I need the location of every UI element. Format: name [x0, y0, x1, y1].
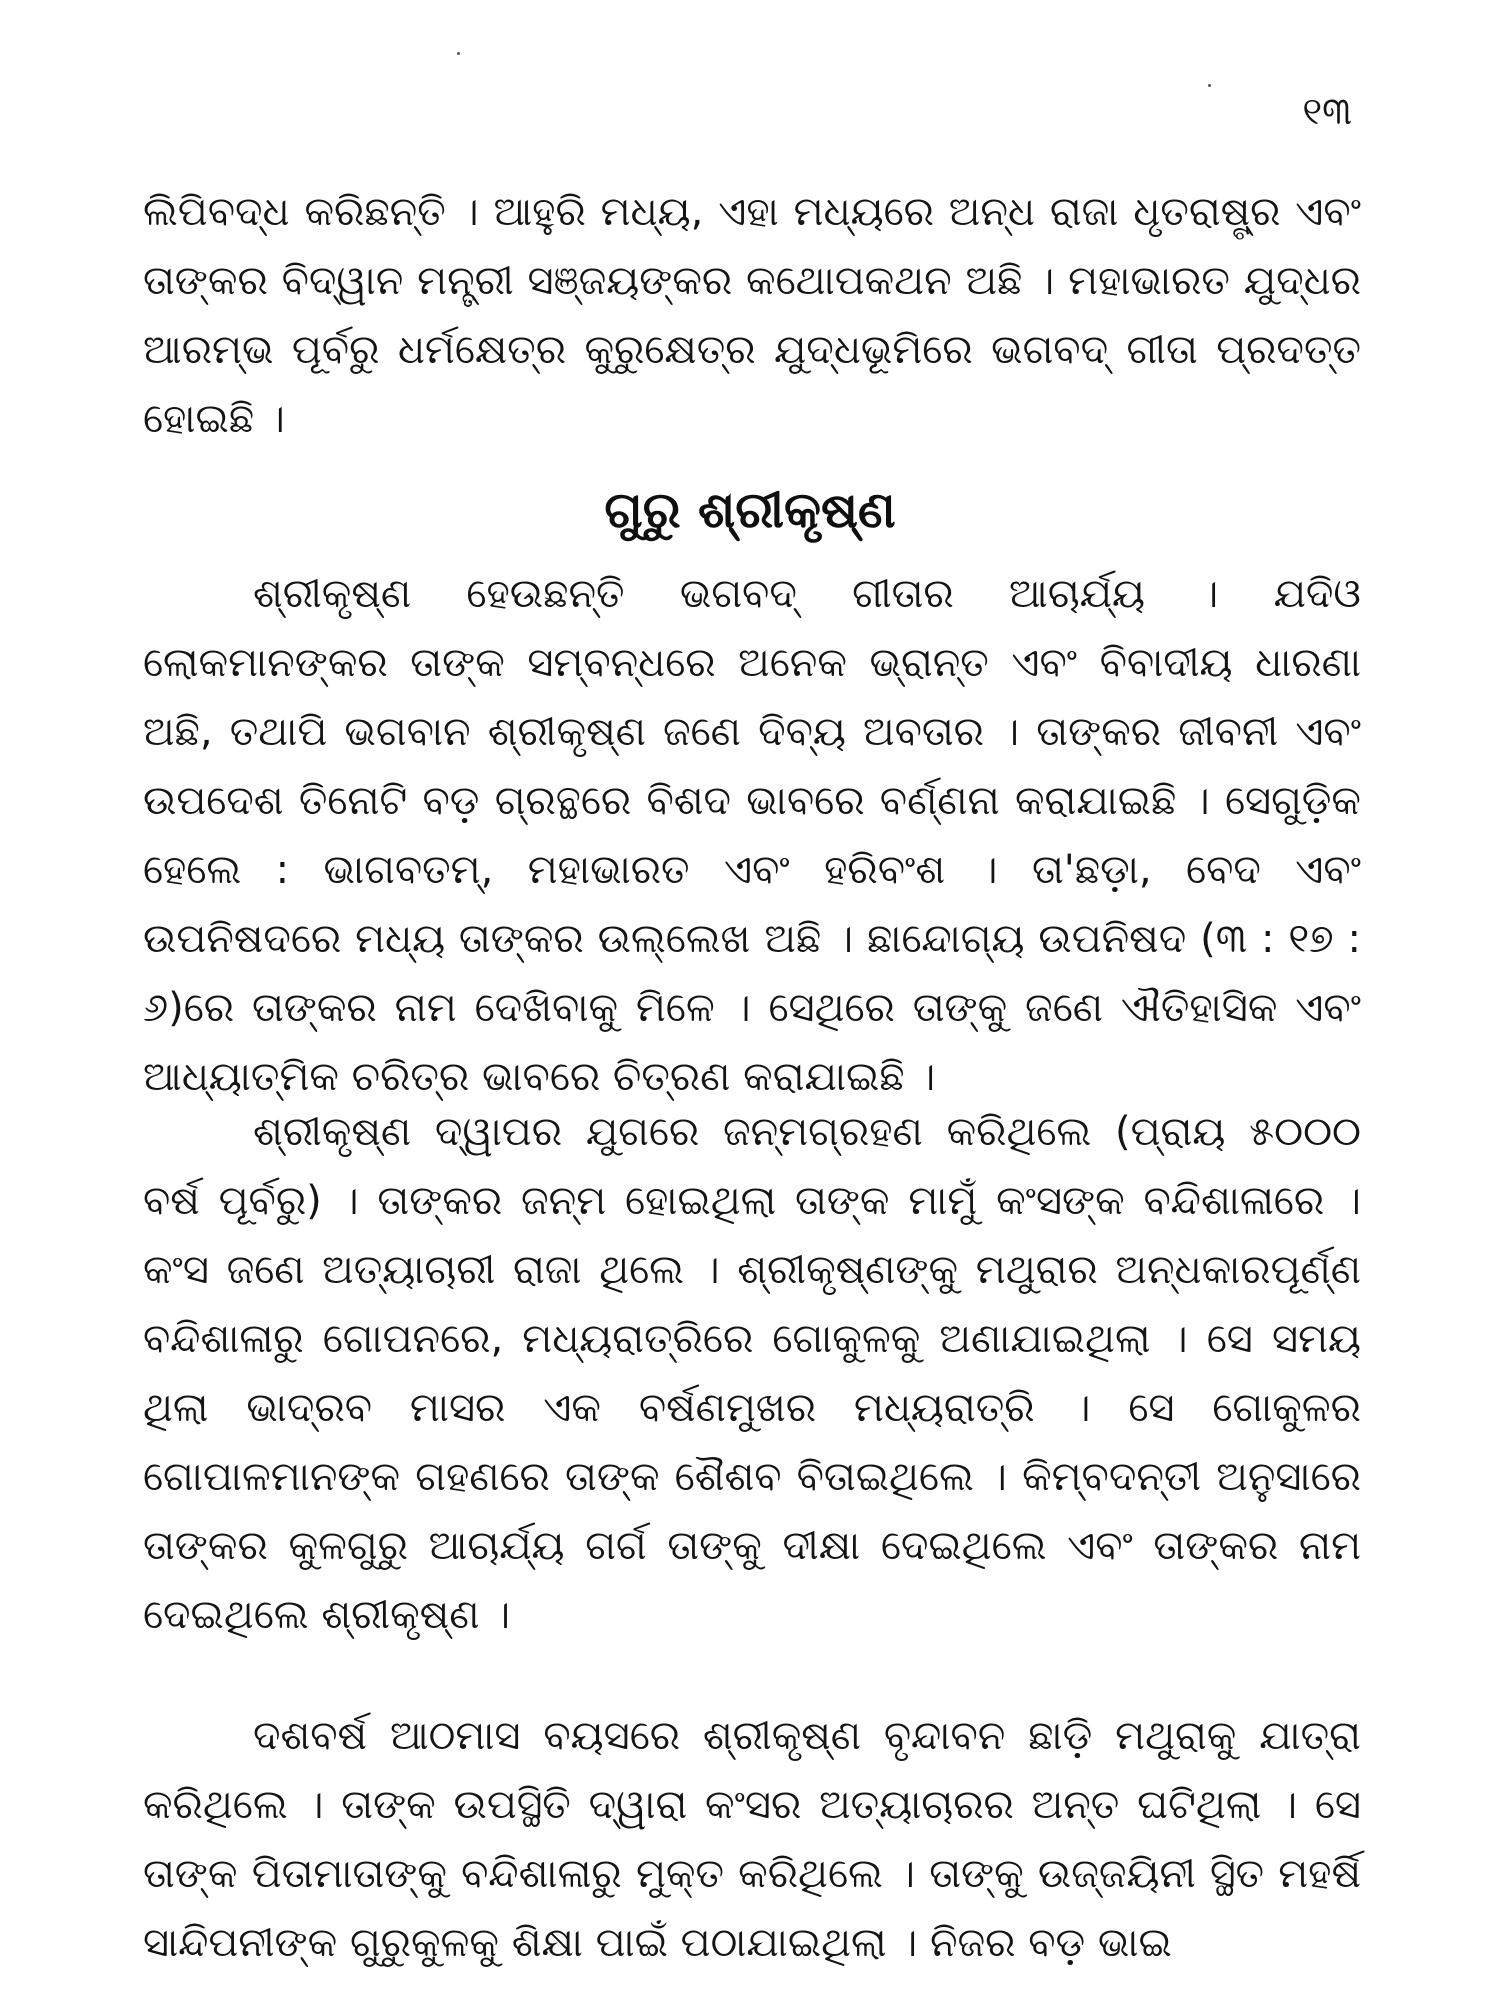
body-paragraph [143, 1098, 1361, 1650]
paragraph-text: ଦଶବର୍ଷ ଆଠମାସ ବୟସରେ ଶ୍ରୀକୃଷ୍ଣ ବୃନ୍ଦାବନ ଛାଡ଼ି ମଥୁରାକୁ ଯାତ୍ରା କରିଥିଲେ । ତାଙ୍କ ଉପସ୍ଥିତି ଦ୍ୱାରା କଂସର ଅତ୍ୟାଚାରର ଅନ୍ତ ଘଟିଥିଲା । ସେ ତାଙ୍କ ପିତାମାତାଙ୍କୁ ବନ୍ଦିଶାଳାରୁ ମୁକ୍ତ କରିଥିଲେ । ତାଙ୍କୁ ଉଜ୍ଜୟିନୀ ସ୍ଥିତ ମହର୍ଷି ସାନ୍ଦିପନୀଙ୍କ ଗୁରୁକୁଳକୁ ଶିକ୍ଷା ପାଇଁ ପଠାଯାଇଥିଲା । ନିଜର ବଡ଼ ଭାଇ [143, 1713, 1361, 1966]
paragraph-text: ଶ୍ରୀକୃଷ୍ଣ ହେଉଛନ୍ତି ଭଗବଦ୍ ଗୀତାର ଆଚାର୍ଯ୍ୟ । ଯଦିଓ ଲୋକମାନଙ୍କର ତାଙ୍କ ସମ୍ବନ୍ଧରେ ଅନେକ ଭ୍ରାନ୍ତ ଏବଂ ବିବାଦୀୟ ଧାରଣା ଅଛି, ତଥାପି ଭଗବାନ ଶ୍ରୀକୃଷ୍ଣ ଜଣେ ଦିବ୍ୟ ଅବତାର । ତାଙ୍କର ଜୀବନୀ ଏବଂ ଉପଦେଶ ତିନୋଟି ବଡ଼ ଗ୍ରନ୍ଥରେ ବିଶଦ ଭାବରେ ବର୍ଣ୍ଣନା କରାଯାଇଛି । ସେଗୁଡ଼ିକ ହେଲେ : ଭାଗବତମ୍, ମହାଭାରତ ଏବଂ ହରିବଂଶ । ତା'ଛଡ଼ା, ବେଦ ଏବଂ ଉପନିଷଦରେ ମଧ୍ୟ ତାଙ୍କର ଉଲ୍ଲେଖ ଅଛି । ଛାନ୍ଦୋଗ୍ୟ ଉପନିଷଦ (୩ : ୧୭ : ୬)ରେ ତାଙ୍କର ନାମ ଦେଖିବାକୁ ମିଳେ । ସେଥିରେ ତାଙ୍କୁ ଜଣେ ଐତିହାସିକ ଏବଂ ଆଧ୍ୟାତ୍ମିକ ଚରିତ୍ର ଭାବରେ ଚିତ୍ରଣ କରାଯାଇଛି । [143, 571, 1361, 1100]
section-heading: ଗୁରୁ ଶ୍ରୀକୃଷ୍ଣ [604, 481, 896, 539]
paragraph-text: ଲିପିବଦ୍ଧ କରିଛନ୍ତି । ଆହୁରି ମଧ୍ୟ, ଏହା ମଧ୍ୟରେ ଅନ୍ଧ ରାଜା ଧୃତରାଷ୍ଟ୍ର ଏବଂ ତାଙ୍କର ବିଦ୍ୱାନ ମନ୍ତ୍ରୀ ସଞ୍ଜୟଙ୍କର କଥୋପକଥନ ଅଛି । ମହାଭାରତ ଯୁଦ୍ଧର ଆରମ୍ଭ ପୂର୍ବରୁ ଧର୍ମକ୍ଷେତ୍ର କୁରୁକ୍ଷେତ୍ର ଯୁଦ୍ଧଭୂମିରେ ଭଗବଦ୍ ଗୀତା ପ୍ରଦତ୍ତ ହୋଇଛି । [143, 189, 1361, 442]
print-speck [457, 52, 460, 55]
body-paragraph [143, 1702, 1361, 1978]
page-number: ୧୩ [1302, 89, 1352, 133]
print-speck [1208, 84, 1211, 87]
body-paragraph [143, 560, 1361, 1112]
paragraph-text: ଶ୍ରୀକୃଷ୍ଣ ଦ୍ୱାପର ଯୁଗରେ ଜନ୍ମଗ୍ରହଣ କରିଥିଲେ (ପ୍ରାୟ ୫୦୦୦ ବର୍ଷ ପୂର୍ବରୁ) । ତାଙ୍କର ଜନ୍ମ ହୋଇଥିଲା ତାଙ୍କ ମାମୁଁ କଂସଙ୍କ ବନ୍ଦିଶାଳାରେ । କଂସ ଜଣେ ଅତ୍ୟାଚାରୀ ରାଜା ଥିଲେ । ଶ୍ରୀକୃଷ୍ଣଙ୍କୁ ମଥୁରାର ଅନ୍ଧକାରପୂର୍ଣ୍ଣ ବନ୍ଦିଶାଳାରୁ ଗୋପନରେ, ମଧ୍ୟରାତ୍ରିରେ ଗୋକୁଳକୁ ଅଣାଯାଇଥିଲା । ସେ ସମୟ ଥିଲା ଭାଦ୍ରବ ମାସର ଏକ ବର୍ଷଣମୁଖର ମଧ୍ୟରାତ୍ରି । ସେ ଗୋକୁଳର ଗୋପାଳମାନଙ୍କ ଗହଣରେ ତାଙ୍କ ଶୈଶବ ବିତାଇଥିଲେ । କିମ୍ବଦନ୍ତୀ ଅନୁସାରେ ତାଙ୍କର କୁଳଗୁରୁ ଆଚାର୍ଯ୍ୟ ଗର୍ଗ ତାଙ୍କୁ ଦୀକ୍ଷା ଦେଇଥିଲେ ଏବଂ ତାଙ୍କର ନାମ ଦେଇଥିଲେ ଶ୍ରୀକୃଷ୍ଣ । [143, 1109, 1361, 1638]
continued-paragraph [143, 178, 1361, 454]
